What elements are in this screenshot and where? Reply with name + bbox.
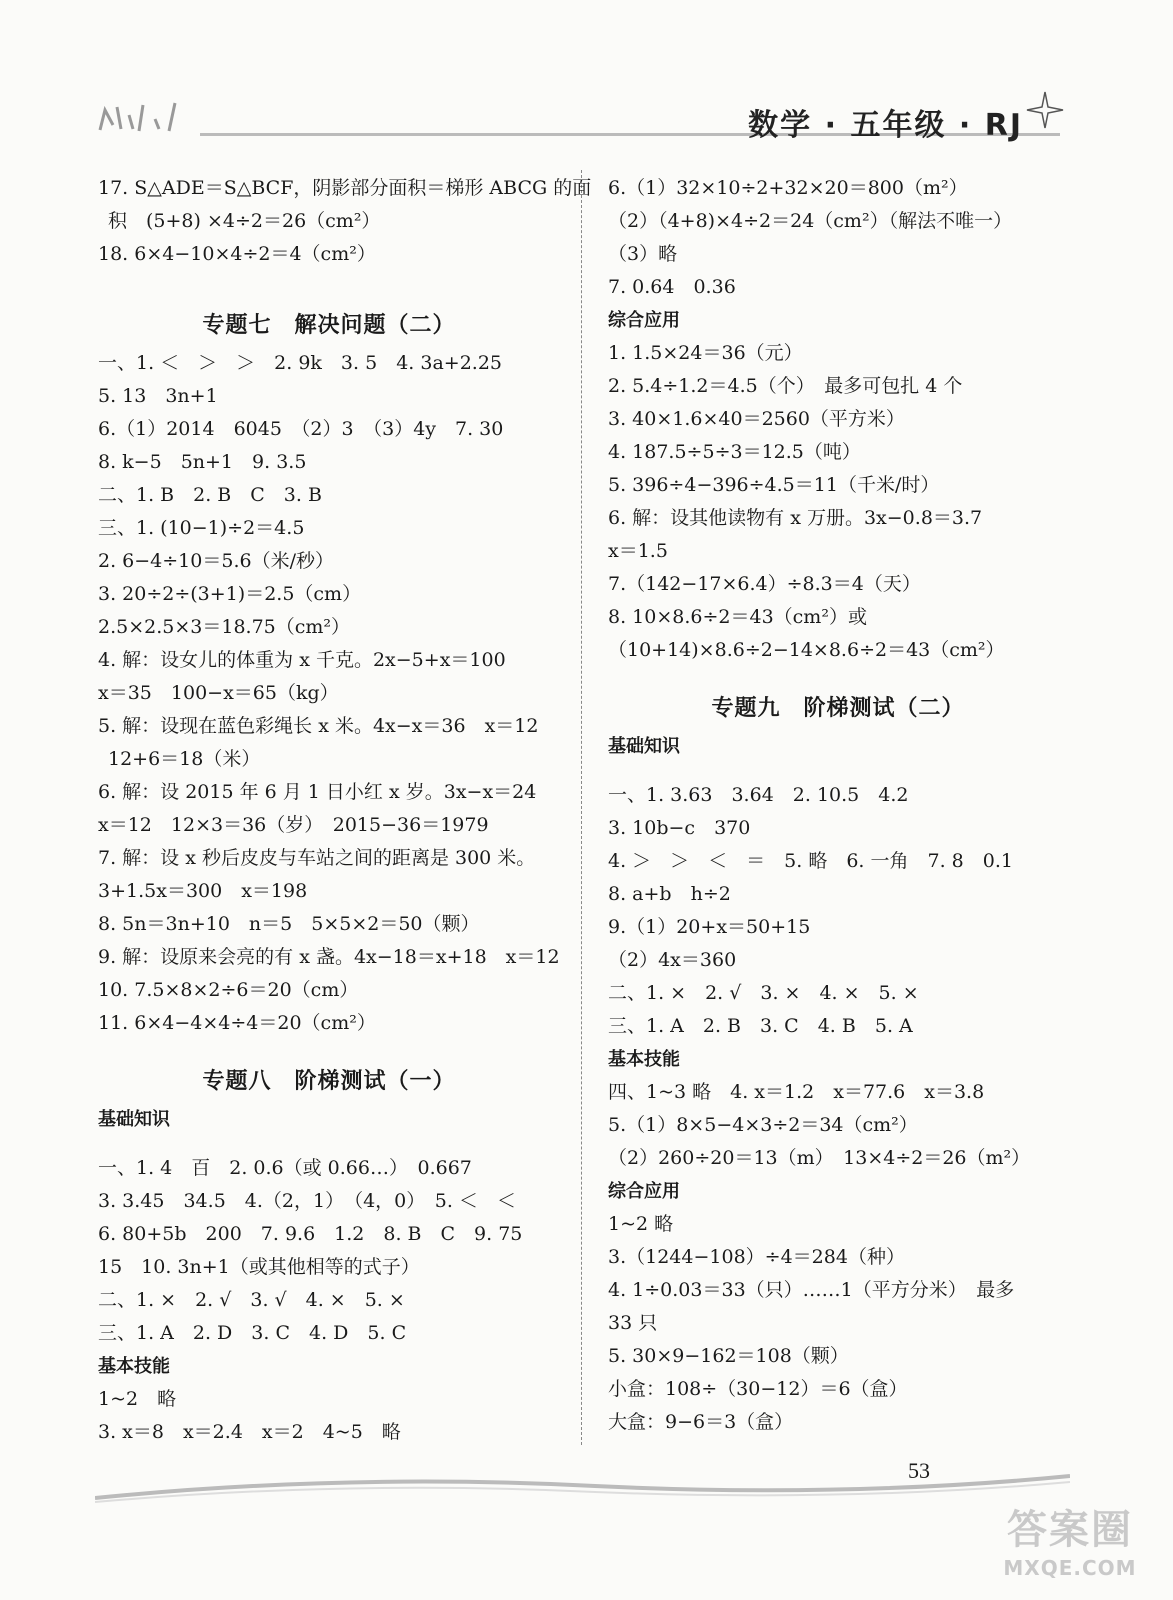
- page-number: 53: [908, 1458, 930, 1483]
- answer-line: 5. 解：设现在蓝色彩绳长 x 米。4x−x＝36 x＝12: [98, 715, 539, 737]
- subsection-heading: 基本技能: [98, 1356, 170, 1377]
- answer-line: 6.（1）2014 6045 （2）3 （3）4y 7. 30: [98, 418, 504, 440]
- answer-line: （3）略: [608, 243, 678, 265]
- answer-line: 5. 396÷4−396÷4.5＝11（千米/时）: [608, 474, 940, 496]
- answer-line: 6. 解：设 2015 年 6 月 1 日小红 x 岁。3x−x＝24: [98, 781, 537, 803]
- subsection-heading: 综合应用: [608, 310, 680, 331]
- subsection-heading: 基本技能: [608, 1049, 680, 1070]
- answer-line: 8. k−5 5n+1 9. 3.5: [98, 451, 307, 473]
- answer-line: 11. 6×4−4×4÷4＝20（cm²）: [98, 1012, 376, 1034]
- section-title: 专题九 阶梯测试（二）: [711, 696, 965, 721]
- answer-line: 6. 解：设其他读物有 x 万册。3x−0.8＝3.7: [608, 507, 983, 529]
- answer-line: 二、1. B 2. B C 3. B: [98, 484, 322, 506]
- answer-line: x＝12 12×3＝36（岁） 2015−36＝1979: [98, 814, 489, 836]
- header-title: 数学 · 五年级 · RJ: [748, 108, 1023, 143]
- answer-line: 5. 13 3n+1: [98, 385, 218, 407]
- answer-line: （2）（4+8)×4÷2＝24（cm²）（解法不唯一）: [608, 210, 1013, 232]
- answer-line: 5. 30×9−162＝108（颗）: [608, 1345, 849, 1367]
- answer-line: 1~2 略: [98, 1388, 177, 1410]
- answer-line: 17. S△ADE＝S△BCF，阴影部分面积＝梯形 ABCG 的面: [98, 177, 592, 199]
- answer-line: 15 10. 3n+1（或其他相等的式子）: [98, 1256, 420, 1278]
- answer-line: 1~2 略: [608, 1213, 674, 1235]
- answer-line: 小盒：108÷（30−12）＝6（盒）: [608, 1378, 908, 1400]
- answer-line: 5.（1）8×5−4×3÷2＝34（cm²）: [608, 1114, 918, 1136]
- answer-line: 2. 5.4÷1.2＝4.5（个） 最多可包扎 4 个: [608, 375, 963, 397]
- answer-line: 一、1. 3.63 3.64 2. 10.5 4.2: [608, 784, 909, 806]
- answer-line: 8. 10×8.6÷2＝43（cm²）或: [608, 606, 867, 628]
- star-icon: [1025, 90, 1065, 130]
- answer-line: 一、1. ＜ ＞ ＞ 2. 9k 3. 5 4. 3a+2.25: [98, 352, 503, 374]
- answer-line: 四、1~3 略 4. x＝1.2 x＝77.6 x＝3.8: [608, 1081, 985, 1103]
- answer-line: 4. 1÷0.03＝33（只）……1（平方分米） 最多: [608, 1279, 1015, 1301]
- answer-line: 8. a+b h÷2: [608, 883, 731, 905]
- answer-line: 3. 10b−c 370: [608, 817, 751, 839]
- section-title: 专题八 阶梯测试（一）: [202, 1069, 456, 1094]
- header-decoration: [95, 95, 235, 135]
- watermark: [975, 1505, 1165, 1595]
- watermark-text: MXQE.COM: [1003, 1556, 1137, 1580]
- right-column: [608, 172, 1068, 1439]
- answer-line: 1. 1.5×24＝36（元）: [608, 342, 803, 364]
- answer-line: 8. 5n＝3n+10 n＝5 5×5×2＝50（颗）: [98, 913, 480, 935]
- answer-line: 6.（1）32×10÷2+32×20＝800（m²）: [608, 177, 968, 199]
- answer-line: 7. 0.64 0.36: [608, 276, 736, 298]
- answer-line: 3. 20÷2÷(3+1)＝2.5（cm）: [98, 583, 362, 605]
- answer-line: 7. 解：设 x 秒后皮皮与车站之间的距离是 300 米。: [98, 847, 536, 869]
- subsection-heading: 基础知识: [98, 1109, 170, 1130]
- answer-line: 9. 解：设原来会亮的有 x 盏。4x−18＝x+18 x＝12: [98, 946, 560, 968]
- answer-line: x＝35 100−x＝65（kg）: [98, 682, 339, 704]
- answer-line: 3+1.5x＝300 x＝198: [98, 880, 308, 902]
- column-divider: [581, 170, 582, 1445]
- answer-line: 二、1. × 2. √ 3. √ 4. × 5. ×: [98, 1289, 405, 1311]
- answer-line: 一、1. 4 百 2. 0.6（或 0.66…） 0.667: [98, 1157, 472, 1179]
- answer-line: （2）4x＝360: [608, 949, 737, 971]
- answer-line: 积 (5+8) ×4÷2＝26（cm²）: [108, 210, 381, 232]
- answer-line: 三、1. A 2. D 3. C 4. D 5. C: [98, 1322, 407, 1344]
- answer-line: 三、1. A 2. B 3. C 4. B 5. A: [608, 1015, 913, 1037]
- answer-line: 3.（1244−108）÷4＝284（种）: [608, 1246, 905, 1268]
- left-column: [98, 172, 592, 1449]
- answer-line: 3. 3.45 34.5 4.（2，1） （4，0） 5. ＜ ＜: [98, 1190, 516, 1212]
- answer-line: 6. 80+5b 200 7. 9.6 1.2 8. B C 9. 75: [98, 1223, 523, 1245]
- answer-line: 12+6＝18（米）: [108, 748, 261, 770]
- answer-line: （10+14)×8.6÷2−14×8.6÷2＝43（cm²）: [608, 639, 1005, 661]
- answer-line: 18. 6×4−10×4÷2＝4（cm²）: [98, 243, 376, 265]
- answer-line: 2. 6−4÷10＝5.6（米/秒）: [98, 550, 334, 572]
- answer-line: 9.（1）20+x＝50+15: [608, 916, 811, 938]
- answer-line: 三、1. (10−1)÷2＝4.5: [98, 517, 305, 539]
- answer-line: 二、1. × 2. √ 3. × 4. × 5. ×: [608, 982, 919, 1004]
- subsection-heading: 基础知识: [608, 736, 680, 757]
- subsection-heading: 综合应用: [608, 1181, 680, 1202]
- answer-line: x＝1.5: [608, 540, 668, 562]
- answer-line: 4. 187.5÷5÷3＝12.5（吨）: [608, 441, 861, 463]
- answer-line: 4. ＞ ＞ ＜ ＝ 5. 略 6. 一角 7. 8 0.1: [608, 850, 1013, 872]
- answer-line: 7.（142−17×6.4）÷8.3＝4（天）: [608, 573, 921, 595]
- answer-line: 大盒：9−6＝3（盒）: [608, 1411, 794, 1433]
- answer-line: （2）260÷20＝13（m） 13×4÷2＝26（m²）: [608, 1147, 1031, 1169]
- answer-line: 4. 解：设女儿的体重为 x 千克。2x−5+x＝100: [98, 649, 506, 671]
- answer-line: 3. 40×1.6×40＝2560（平方米）: [608, 408, 905, 430]
- answer-line: 3. x＝8 x＝2.4 x＝2 4~5 略: [98, 1421, 401, 1443]
- section-title: 专题七 解决问题（二）: [202, 313, 456, 338]
- answer-line: 2.5×2.5×3＝18.75（cm²）: [98, 616, 351, 638]
- watermark-logo: 答案圈: [1007, 1507, 1133, 1553]
- answer-line: 33 只: [608, 1312, 658, 1334]
- answer-line: 10. 7.5×8×2÷6＝20（cm）: [98, 979, 359, 1001]
